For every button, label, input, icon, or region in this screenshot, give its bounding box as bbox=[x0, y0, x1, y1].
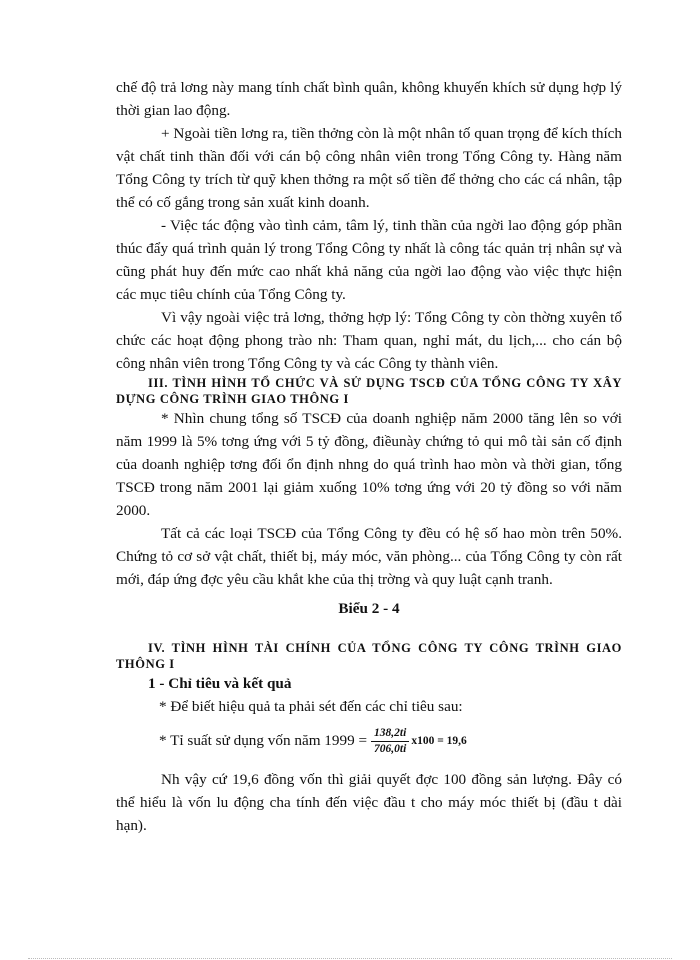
paragraph-depreciation: Tất cả các loại TSCĐ của Tổng Công ty đều có hệ số hao mòn trên 50%. Chứng tỏ cơ sở vật chất, thiết bị, máy móc, văn phòng... của Tổng Công ty còn rất mới, đáp ứng đợc yêu cầu khắt khe của thị trờng và quy luật cạnh tranh. bbox=[116, 525, 622, 588]
formula-numerator: 138,2ti bbox=[371, 727, 409, 742]
paragraph-conclusion: Nh vậy cứ 19,6 đồng vốn thì giải quyết đợc 100 đồng sản lượng. Đây có thể hiểu là vốn lu động cha tính đến việc đầu t cho máy móc thiết bị (đầu t dài hạn). bbox=[116, 771, 622, 834]
page-bottom-divider bbox=[28, 958, 672, 959]
formula-fraction bbox=[371, 727, 409, 756]
paragraph-wage-regime: chế độ trả lơng này mang tính chất bình quân, không khuyến khích sử dụng hợp lý thời gian lao động. bbox=[116, 79, 622, 119]
paragraph-indicators-intro: * Để biết hiệu quả ta phải sét đến các chỉ tiêu sau: bbox=[159, 698, 463, 715]
formula-capital-ratio bbox=[116, 720, 622, 762]
section-heading-3: III. TÌNH HÌNH TỔ CHỨC VÀ SỬ DỤNG TSCĐ CỦA TỔNG CÔNG TY XÂY DỰNG CÔNG TRÌNH GIAO THÔNG I bbox=[116, 376, 622, 406]
paragraph-bonus: + Ngoài tiền lơng ra, tiền thởng còn là một nhân tố quan trọng để kích thích vật chất tinh thần đối với cán bộ công nhân viên trong Tổng Công ty. Hàng năm Tổng Công ty trích từ quỹ khen thởng ra một số tiền để thởng cho các cá nhân, tập thể có cố gắng trong sản xuất kinh doanh. bbox=[116, 125, 622, 211]
formula-denominator: 706,0ti bbox=[374, 742, 407, 755]
formula-label: * Tỉ suất sử dụng vốn năm 1999 = bbox=[159, 732, 368, 749]
formula-result: x100 = 19,6 bbox=[411, 735, 467, 747]
document-page bbox=[116, 76, 622, 837]
section-heading-4: IV. TÌNH HÌNH TÀI CHÍNH CỦA TỔNG CÔNG TY CÔNG TRÌNH GIAO THÔNG I bbox=[116, 641, 622, 671]
chart-reference: Biểu 2 - 4 bbox=[338, 600, 400, 617]
paragraph-fixed-assets-overview: * Nhìn chung tổng số TSCĐ của doanh nghiệp năm 2000 tăng lên so với năm 1999 là 5% tơng ứng với 5 tỷ đồng, điềunày chứng tỏ qui mô tài sản cố định của doanh nghiệp tơng đối ổn định nhng do quá trình hao mòn và thời gian, tổng TSCĐ trong năm 2001 lại giảm xuống 10% tơng ứng với 20 tỷ đồng so với năm 2000. bbox=[116, 410, 622, 519]
subsection-heading: 1 - Chỉ tiêu và kết quả bbox=[148, 675, 292, 692]
paragraph-emotional-impact: - Việc tác động vào tình cảm, tâm lý, tinh thần của ngời lao động góp phần thúc đẩy quá trình quản lý trong Tổng Công ty nhất là công tác quản trị nhân sự và cũng phát huy đến mức cao nhất khả năng của ngời lao động vào việc thực hiện các mục tiêu chính của Tổng Công ty. bbox=[116, 217, 622, 303]
paragraph-activities: Vì vậy ngoài việc trả lơng, thởng hợp lý: Tổng Công ty còn thờng xuyên tổ chức các hoạt động phong trào nh: Tham quan, nghỉ mát, du lịch,... cho cán bộ công nhân viên trong Tổng Công ty và các Công ty thành viên. bbox=[116, 309, 622, 372]
